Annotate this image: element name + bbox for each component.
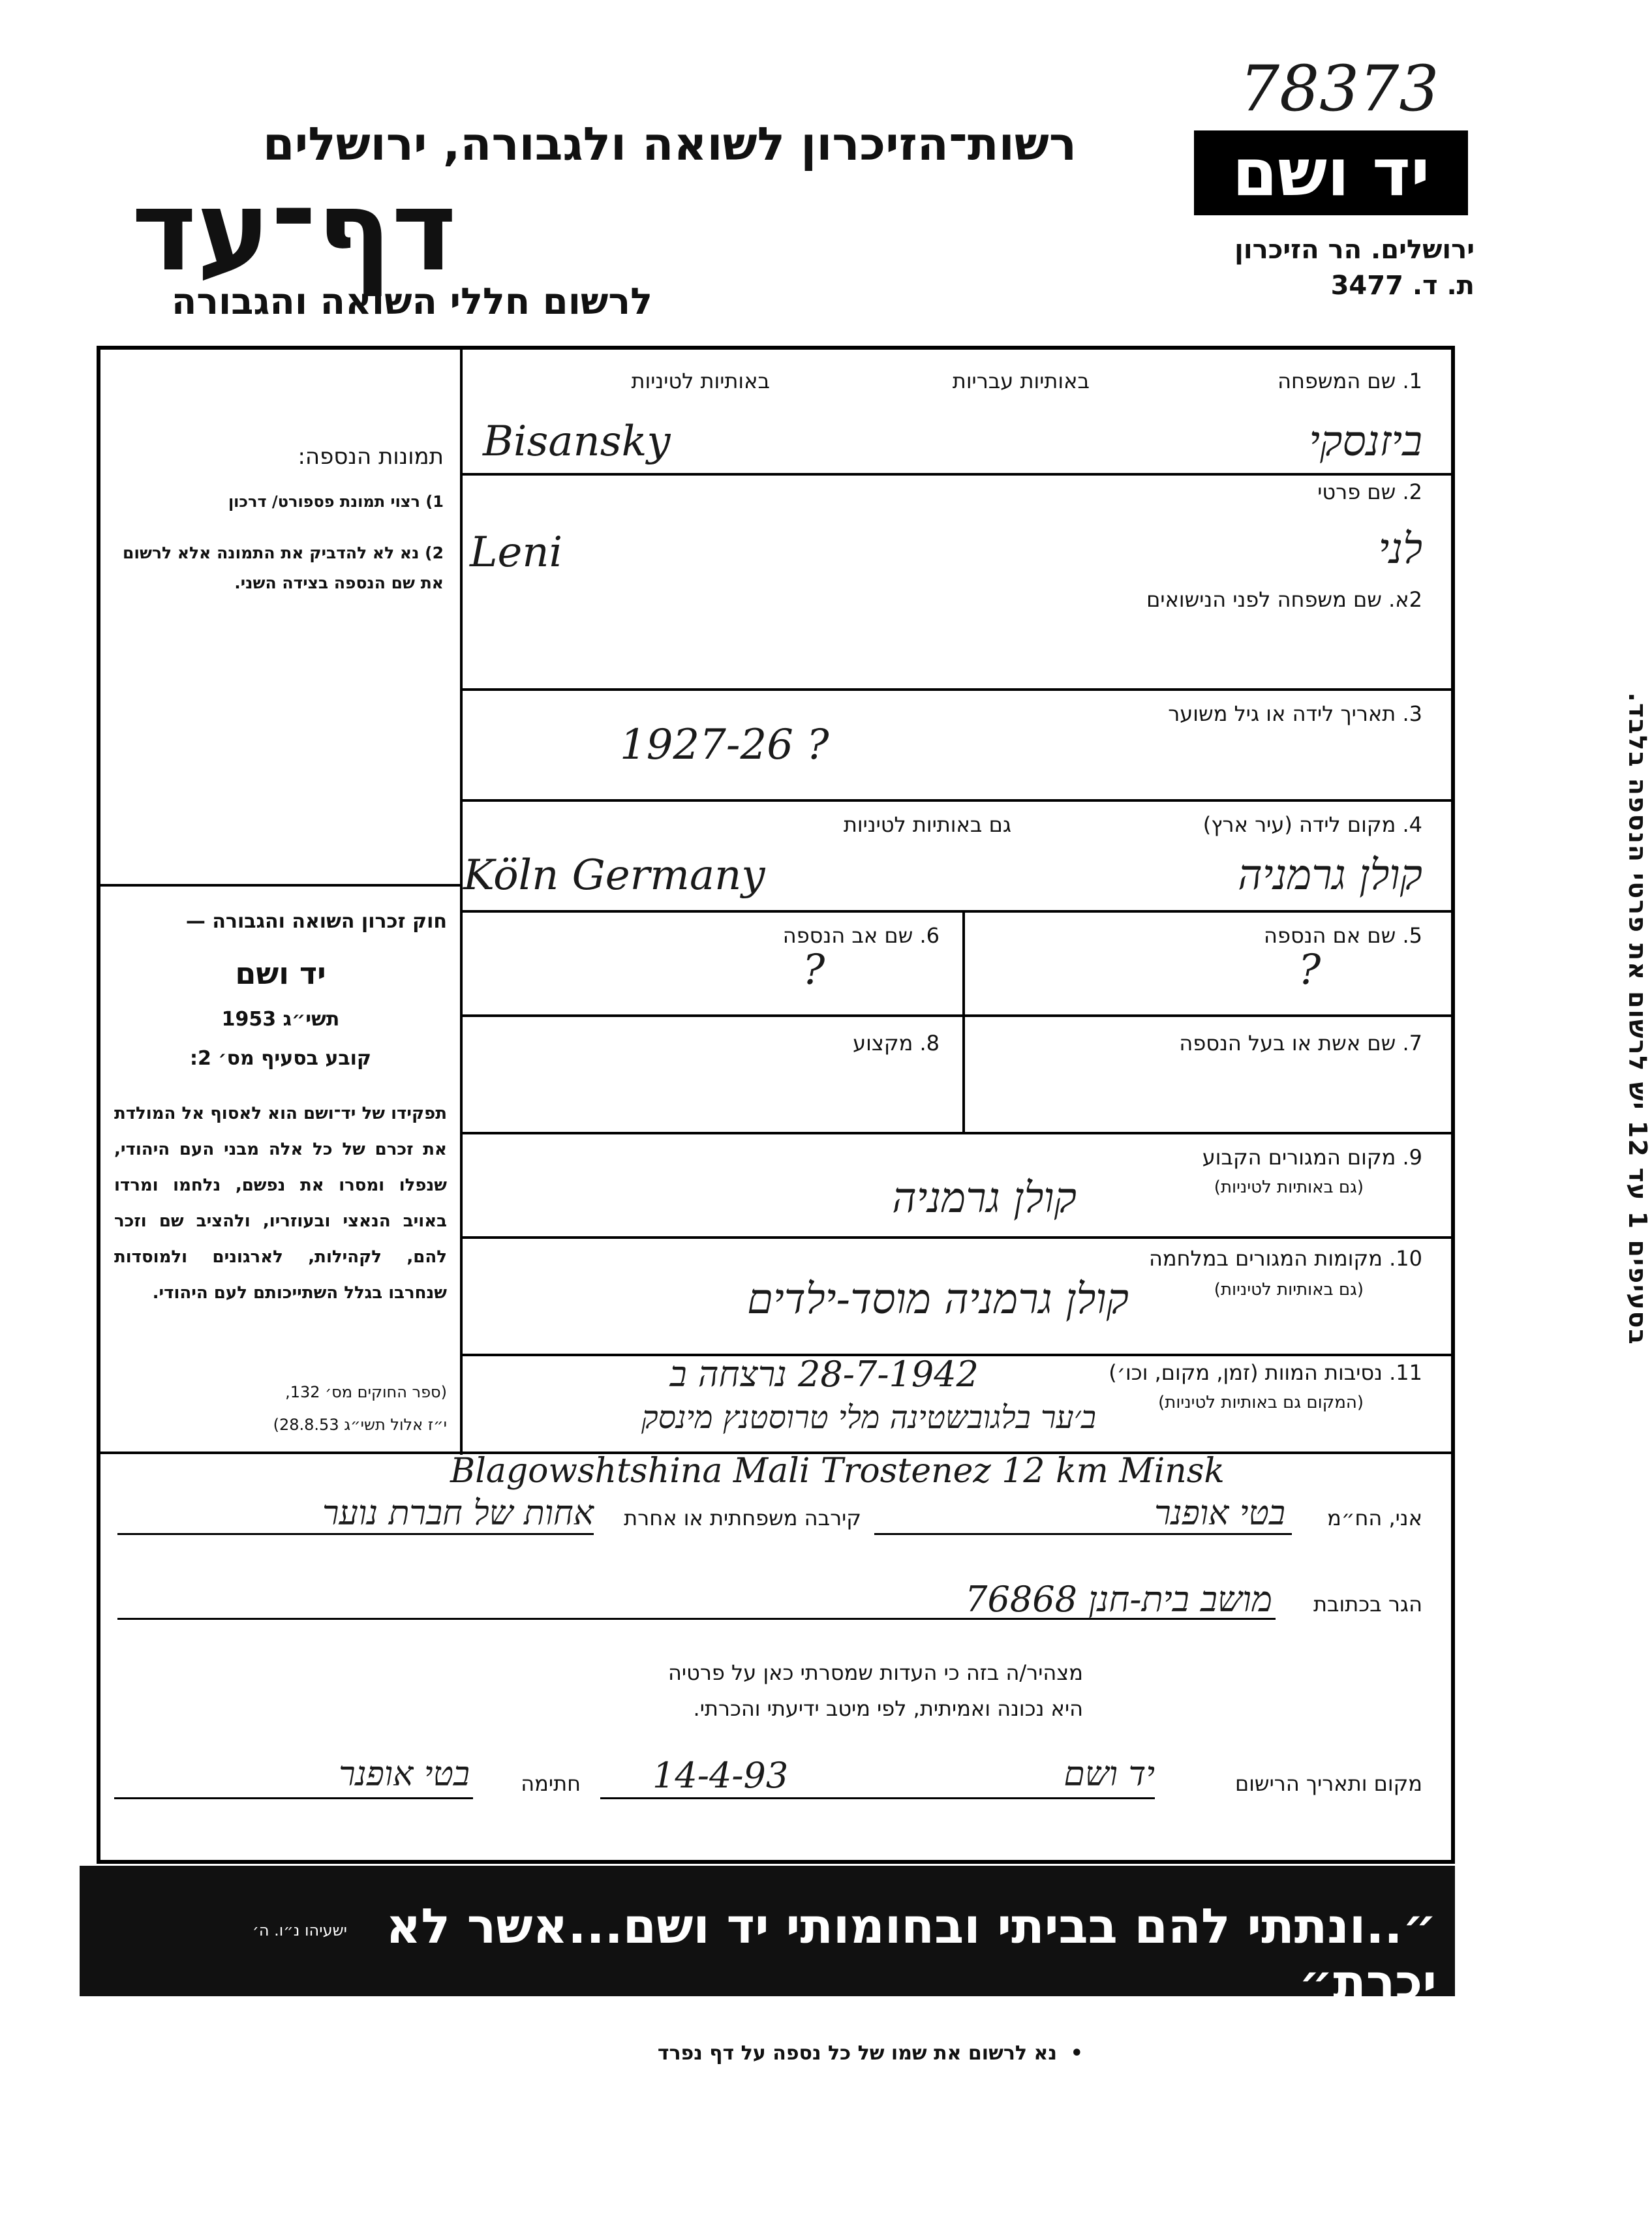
statement-2: היא נכונה ואמיתית, לפי מיטב ידיעתי והכרתי. [693,1696,1083,1721]
f11-sub: (המקום גם באותיות לטיניות) [1158,1393,1364,1412]
row-line-4 [460,910,1455,913]
row-line-1 [460,473,1455,476]
f2a-label: 2א. שם משפחה לפני הנישואים [1146,587,1422,612]
f11-label: 11. נסיבות המוות (זמן, מקום, וכו׳) [1109,1360,1422,1385]
f9-label: 9. מקום המגורים הקבוע [1202,1145,1422,1170]
address-label: הגר בכתובת [1313,1592,1422,1617]
header-pobox: ת. ד. 3477 [1330,271,1475,301]
f5-value: ? [1298,946,1321,994]
photo-box-note-1: 1) רצוי תמונת פספורט/ דרכון [228,493,444,511]
statement-1: מצהיר/ה בזה כי העדות שמסרתי כאן על פרטיה [668,1660,1083,1685]
row-line-5 [460,1014,1455,1017]
f6-value: ? [803,946,825,994]
f2-label: 2. שם פרטי [1317,479,1422,504]
row-split [962,910,965,1132]
f10-value: קולן גרמניה מוסד-ילדים [747,1275,1129,1324]
f4-label [1044,812,1422,837]
logo-text: יד ושם [1232,134,1430,211]
ani-value: בטי אופנר [1154,1494,1285,1533]
f1-lat-col: באותיות לטיניות [631,369,770,393]
signature-label: חתימה [521,1771,581,1796]
row-line-6 [460,1132,1455,1134]
side-note: בסעיפים 1 עד 12 יש לרשום את פרטי הנספה בלבד. [1623,692,1652,1346]
f3-label: 3. תאריך לידה או גיל משוער [1168,701,1422,726]
photo-box-bottom [97,884,462,887]
f10-sub: (גם באותיות לטיניות) [1214,1280,1364,1300]
f11-value-2: ב׳ער בלגובשטינה מלי טרוסטנץ מינסק [641,1399,1096,1436]
address-value: מושב בית-חנן 76868 [965,1579,1272,1620]
date-value: 14-4-93 [652,1755,789,1796]
law-year: תשי״ג 1953 [221,1008,340,1031]
row-line-7 [460,1236,1455,1239]
f1-value-heb: ביזנסקי [1309,418,1422,466]
place-date-line [600,1797,1155,1799]
quote-text: ״..ונתתי להם בביתי ובחומותי יד ושם...אשר לא יכרת״ [386,1898,1437,2011]
ani-line [874,1533,1292,1535]
f4-label-sub: (עיר ארץ) [1202,812,1293,837]
header-address: ירושלים. הר הזיכרון [1234,235,1475,265]
bullet-icon: • [1056,2042,1083,2065]
f11-value-1: 28-7-1942 נרצחה ב [669,1354,979,1395]
photo-box-note-2: 2) נא לא להדביק את התמונה אלא לרשום את שם הנספה בצידה השני. [123,543,444,592]
f10-label: 10. מקומות המגורים במלחמה [1148,1246,1422,1271]
row-line-2 [460,688,1455,691]
header-institution: רשות־הזיכרון לשואה ולגבורה, ירושלים [262,117,1077,171]
f4-value-lat: Köln Germany [463,851,765,900]
stamp-number: 78373 [1240,52,1439,125]
quote-banner [80,1866,1455,2011]
signature-value: בטי אופנר [339,1755,470,1794]
law-ref-1: (ספר החוקים מס׳ 132, [285,1383,447,1401]
footer-note [457,2042,1083,2065]
row-line-3 [460,799,1455,802]
signature-line [114,1797,473,1799]
f1-heb-col: באותיות עבריות [952,369,1090,393]
f2-value-lat: Leni [470,528,563,577]
f3-value: 1927-26 ? [620,721,829,769]
f1-value-lat: Bisansky [483,418,671,466]
f9-sub: (גם באותיות לטיניות) [1214,1178,1364,1197]
page-subtitle: לרשום חללי השואה והגבורה [171,281,652,323]
relation-line [117,1533,594,1535]
f4-label-main: 4. מקום לידה [1299,812,1422,837]
relation-label: קירבה משפחתית או אחרת [624,1506,861,1530]
page-title: דף־עד [131,167,457,296]
footer-note-text: נא לרשום את שמו של כל נספה על דף נפרד [657,2042,1057,2065]
f7-label: 7. שם אשת או בעל הנספה [1179,1031,1422,1056]
left-column-divider [460,346,463,1455]
f6-label: 6. שם אב הנספה [782,923,940,948]
place-date-label: מקום ותאריך הרישום [1234,1771,1422,1796]
law-text: תפקידו של יד־ושם הוא לאסוף אל המולדת את זכרם של כל אלה מבני העם היהודי, שנפלו ומסרו את נפשם, נלחמו ומרדו באויב הנאצי ובעוזריו, ולהציב שם וזכר להם, לקהילות, לארגונים ולמוסדות שנחרבו בגלל השתייכותם לעם היהודי. [114,1104,447,1303]
place-value: יד ושם [1063,1755,1155,1794]
quote-source: ישעיהו נ״ו. ה׳ [252,1921,347,1939]
f8-label: 8. מקצוע [853,1031,940,1056]
f5-label: 5. שם אם הנספה [1264,923,1422,948]
f4-lat-col: גם באותיות לטיניות [843,812,1011,837]
relation-value: אחות של חברת נוער [322,1494,594,1533]
photo-box-title: תמונות הנספה: [298,444,444,470]
ani-label: אני, הח״מ [1327,1506,1422,1530]
f9-value: קולן גרמניה [892,1174,1077,1223]
f2-value-heb: לני [1378,525,1422,573]
law-section: קובע בסעיף מס׳ 2: [189,1047,372,1070]
law-ref-2: י״ז אלול תשי״ג 28.8.53) [273,1416,447,1434]
law-title: חוק זכרון השואה והגבורה — [185,910,447,933]
f4-value-heb: קולן גרמניה [1238,851,1422,900]
law-name: יד ושם [235,956,326,991]
yad-vashem-logo [1194,130,1468,215]
f1-label: 1. שם המשפחה [1277,369,1422,393]
f11-value-3: Blagowshtshina Mali Trostenez 12 km Minsk [450,1452,1225,1491]
